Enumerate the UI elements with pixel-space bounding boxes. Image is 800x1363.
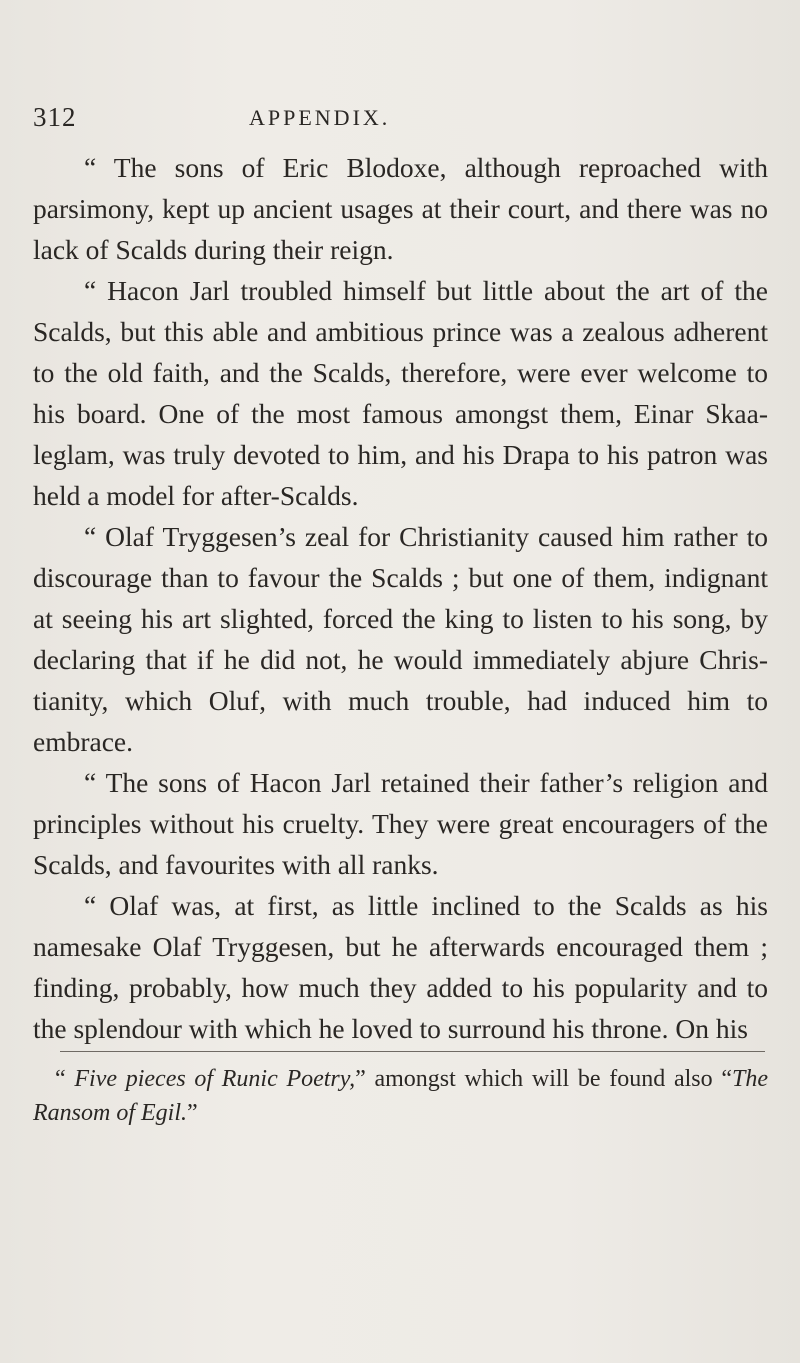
footnote-rule [60, 1051, 765, 1052]
paragraph: “ The sons of Hacon Jarl retained their father’s religion and principles without his cruelty. They were great encouragers of the Scalds, and favourites with all ranks. [33, 767, 768, 880]
paragraph: “ Olaf Tryggesen’s zeal for Christianity caused him rather to discourage than to favour the Scalds ; but one of them, indignant at seeing his art slighted, forced the king to listen to his song, by declaring that if he did not, he would immediately abjure Chris-tianity, which Oluf, with much trouble, had induced him to embrace. [33, 521, 768, 757]
paragraph: “ The sons of Eric Blodoxe, although reproached with parsimony, kept up ancient usages at their court, and there was no lack of Scalds during their reign. [33, 152, 768, 265]
page-header [33, 102, 760, 136]
paragraph: “ Olaf was, at first, as little inclined to the Scalds as his namesake Olaf Tryggesen, but he afterwards encouraged them ; finding, probably, how much they added to his popularity and to the splendour with which he loved to surround his throne. On his [33, 890, 768, 1044]
page-number: 312 [33, 102, 77, 132]
footnote-close-quote: ” [187, 1100, 198, 1126]
footnote-middle: ” amongst which will be found also “ [355, 1066, 732, 1092]
body-text [33, 147, 768, 1049]
paragraph: “ Hacon Jarl troubled himself but little about the art of the Scalds, but this able and ambitious prince was a zealous adherent to the old faith, and the Scalds, therefore, were ever welcome to his board. One of the most famous amongst them, Einar Skaa-leglam, was truly devoted to him, and his Drapa to his patron was held a model for after-Scalds. [33, 275, 768, 511]
footnote-open-quote: “ [55, 1066, 66, 1092]
running-head: APPENDIX. [249, 105, 391, 130]
footnote [33, 1062, 768, 1130]
footnote-text [33, 1062, 768, 1130]
footnote-second-title: The Ransom of Egil. [33, 1066, 768, 1126]
footnote-title: Five pieces of Runic Poetry, [74, 1066, 356, 1092]
